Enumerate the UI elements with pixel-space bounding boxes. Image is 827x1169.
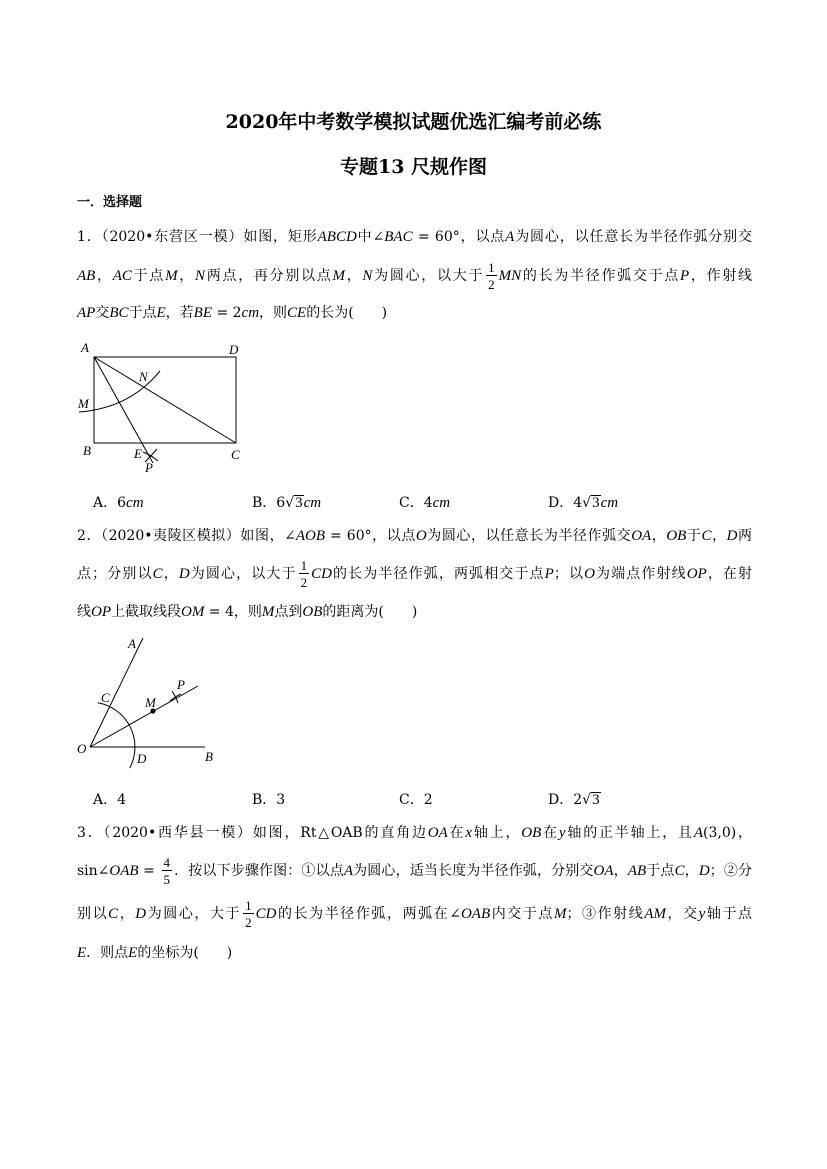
math-variable: CE: [287, 305, 307, 321]
math-variable: OM: [181, 604, 205, 620]
fraction: [486, 261, 497, 291]
label-c: C: [101, 690, 110, 705]
text-run: 别以: [77, 906, 109, 922]
text-run: 1．（2020•东营区一模）如图，矩形: [77, 229, 318, 245]
text-run: 在: [541, 825, 559, 841]
math-variable: E: [128, 945, 138, 961]
radicand: 3: [592, 495, 600, 511]
math-variable: C: [152, 566, 163, 582]
text-run: 两: [737, 528, 753, 544]
question-3-line-1: [77, 818, 752, 848]
text-run: 于点: [646, 863, 675, 879]
question-1-line-2: [77, 261, 752, 291]
text-run: = 60°，以点: [412, 229, 506, 245]
text-run: 轴上，: [472, 825, 522, 841]
label-c: C: [231, 447, 240, 462]
math-variable: ABCD: [317, 229, 357, 245]
text-run: ，: [118, 906, 136, 922]
question-3-line-3: [77, 899, 752, 929]
math-variable: M: [332, 268, 345, 284]
math-variable: CD: [311, 566, 332, 582]
math-variable: C: [701, 528, 712, 544]
math-variable: OP: [686, 566, 707, 582]
question-2-option-b: [252, 785, 285, 815]
label-a: A: [128, 636, 136, 651]
math-variable: O: [415, 528, 427, 544]
question-1-option-d: [548, 488, 618, 518]
question-2-line-1: [77, 521, 752, 551]
text-run: ．则点: [86, 945, 129, 961]
math-variable: D: [726, 528, 738, 544]
label-n: N: [139, 369, 148, 384]
text-run: ，: [177, 268, 196, 284]
math-variable: OAB: [460, 906, 491, 922]
math-variable: D: [698, 863, 710, 879]
radicand: 3: [295, 495, 303, 511]
label-d: D: [137, 751, 147, 766]
text-run: 的长为半径作弧交于点: [521, 268, 681, 284]
question-2-figure: [75, 630, 225, 780]
section-heading: 一．选择题: [77, 195, 143, 210]
question-1-option-a: [93, 488, 144, 518]
text-run: 于点: [131, 268, 166, 284]
question-1-line-1: [77, 222, 752, 252]
text-run: ；②分: [709, 863, 752, 879]
math-variable: cm: [303, 495, 322, 511]
text-run: ，交: [665, 906, 699, 922]
math-variable: OB: [521, 825, 542, 841]
label-e: E: [134, 446, 142, 461]
math-variable: BE: [193, 305, 212, 321]
text-run: ，: [95, 268, 113, 284]
math-variable: C: [108, 906, 119, 922]
fraction: [299, 559, 310, 589]
text-run: D．2√: [548, 792, 592, 808]
text-run: 轴的正半轴上，且: [565, 825, 694, 841]
text-run: ，若: [165, 305, 194, 321]
math-variable: OA: [631, 528, 652, 544]
math-variable: BAC: [384, 229, 413, 245]
label-p: P: [177, 677, 185, 692]
math-variable: OA: [427, 825, 448, 841]
text-run: 为圆心，以大于: [372, 268, 485, 284]
math-variable: cm: [432, 495, 451, 511]
fraction: [243, 899, 254, 929]
text-run: 为圆心，大于: [146, 906, 242, 922]
fraction-numerator: 4: [163, 855, 171, 870]
document-subtitle: 专题13 尺规作图: [339, 156, 488, 178]
text-run: 于: [686, 528, 702, 544]
text-run: 于点: [128, 305, 157, 321]
math-variable: N: [362, 268, 373, 284]
document-title: 2020年中考数学模拟试题优选汇编考前必练: [225, 111, 602, 133]
math-variable: AP: [77, 305, 96, 321]
text-run: ，作射线: [689, 268, 753, 284]
question-2-line-2: [77, 559, 752, 589]
question-2-option-a: [93, 785, 126, 815]
question-1-figure: [70, 335, 270, 480]
math-variable: OAB: [109, 863, 139, 879]
text-run: = 60°，以点: [325, 528, 416, 544]
text-run: (3,0)，: [703, 825, 753, 841]
math-variable: cm: [241, 305, 260, 321]
text-run: A．6: [93, 495, 127, 511]
text-run: 两点，再分别以点: [205, 268, 333, 284]
math-variable: AM: [644, 906, 666, 922]
math-variable: P: [544, 566, 554, 582]
fraction-denominator: 2: [488, 277, 495, 292]
math-variable: P: [680, 268, 690, 284]
text-run: 的坐标为( ): [137, 945, 233, 961]
math-variable: E: [77, 945, 87, 961]
text-run: 为圆心，以任意长为半径作弧交: [426, 528, 632, 544]
math-variable: E: [156, 305, 166, 321]
text-run: 为圆心，以大于: [189, 566, 297, 582]
text-run: ，则: [259, 305, 288, 321]
text-run: ，: [684, 863, 699, 879]
math-variable: AC: [112, 268, 132, 284]
math-variable: x: [465, 825, 473, 841]
math-variable: cm: [600, 495, 619, 511]
text-run: ，: [613, 863, 628, 879]
fraction-denominator: 2: [300, 575, 308, 590]
text-run: 中∠: [356, 229, 385, 245]
text-run: =: [138, 863, 160, 879]
text-run: 为端点作射线: [594, 566, 687, 582]
text-run: ；以: [553, 566, 585, 582]
fraction-denominator: 2: [245, 915, 252, 930]
text-run: = 2: [212, 305, 242, 321]
math-variable: OP: [91, 604, 111, 620]
math-variable: MN: [498, 268, 522, 284]
question-3-line-2: [77, 856, 752, 886]
math-variable: AB: [77, 268, 96, 284]
math-variable: A: [693, 825, 704, 841]
text-run: B．3: [252, 792, 286, 808]
text-run: ，: [711, 528, 727, 544]
text-run: 的长为半径作弧，两弧相交于点: [331, 566, 545, 582]
label-p: P: [145, 460, 153, 475]
math-variable: D: [135, 906, 147, 922]
text-run: A．4: [93, 792, 127, 808]
text-run: 交: [95, 305, 110, 321]
label-a: A: [81, 340, 89, 355]
text-run: 轴于点: [705, 906, 753, 922]
math-variable: OA: [593, 863, 614, 879]
text-run: 线: [77, 604, 91, 620]
text-run: ，: [162, 566, 179, 582]
label-b: B: [205, 749, 213, 764]
arc-cd: [98, 703, 135, 768]
math-variable: M: [553, 906, 567, 922]
math-variable: BC: [109, 305, 129, 321]
label-m: M: [78, 396, 89, 411]
text-run: C．2: [399, 792, 433, 808]
arc-mn: [79, 371, 160, 412]
text-run: 的长为( ): [306, 305, 388, 321]
math-variable: C: [674, 863, 685, 879]
question-2-line-3: [77, 597, 752, 627]
text-run: ，: [344, 268, 363, 284]
question-1-line-3: [77, 298, 752, 328]
math-variable: CD: [255, 906, 277, 922]
label-d: D: [229, 342, 239, 357]
text-run: 3．（2020•西华县一模）如图，Rt△OAB的直角边: [77, 825, 428, 841]
text-run: sin∠: [77, 863, 110, 879]
diagonal-ac: [94, 357, 236, 443]
text-run: ；③作射线: [566, 906, 645, 922]
text-run: 点；分别以: [77, 566, 153, 582]
math-variable: A: [343, 863, 354, 879]
radicand: 3: [592, 792, 600, 808]
math-variable: AOB: [295, 528, 326, 544]
fraction-denominator: 5: [163, 872, 171, 887]
label-b: B: [83, 443, 91, 458]
text-run: 为圆心，以任意长为半径作弧分别交: [514, 229, 753, 245]
math-variable: M: [165, 268, 178, 284]
math-variable: y: [558, 825, 566, 841]
text-run: 为圆心，适当长度为半径作弧，分别交: [353, 863, 594, 879]
text-run: C．4: [399, 495, 433, 511]
math-variable: D: [178, 566, 190, 582]
ray-oa: [90, 638, 143, 747]
label-o: O: [77, 741, 87, 756]
math-variable: A: [505, 229, 515, 245]
fraction: [162, 856, 173, 886]
math-variable: O: [584, 566, 595, 582]
question-3-line-4: [77, 938, 752, 968]
text-run: 内交于点: [490, 906, 554, 922]
text-run: B．6√: [252, 495, 295, 511]
fraction-numerator: 1: [245, 898, 252, 913]
question-2-option-d: [548, 785, 601, 815]
text-run: = 4，则: [204, 604, 262, 620]
math-variable: cm: [126, 495, 144, 511]
text-run: 2．（2020•夷陵区模拟）如图，∠: [77, 528, 296, 544]
math-variable: AB: [627, 863, 647, 879]
text-run: 的距离为( ): [322, 604, 418, 620]
fraction-numerator: 1: [488, 260, 495, 275]
text-run: 在: [447, 825, 466, 841]
question-2-option-c: [399, 785, 433, 815]
fraction-numerator: 1: [300, 558, 308, 573]
math-variable: y: [698, 906, 706, 922]
text-run: ，在射: [706, 566, 753, 582]
text-run: 的长为半径作弧，两弧在∠: [276, 906, 461, 922]
label-m: M: [145, 695, 156, 710]
text-run: ．按以下步骤作图：①以点: [174, 863, 344, 879]
text-run: D．4√: [548, 495, 592, 511]
question-1-option-c: [399, 488, 450, 518]
text-run: 上截取线段: [111, 604, 181, 620]
math-variable: OB: [302, 604, 323, 620]
math-variable: N: [195, 268, 206, 284]
math-variable: M: [261, 604, 275, 620]
question-1-option-b: [252, 488, 321, 518]
math-variable: OB: [666, 528, 687, 544]
text-run: ，: [651, 528, 667, 544]
text-run: 点到: [274, 604, 303, 620]
